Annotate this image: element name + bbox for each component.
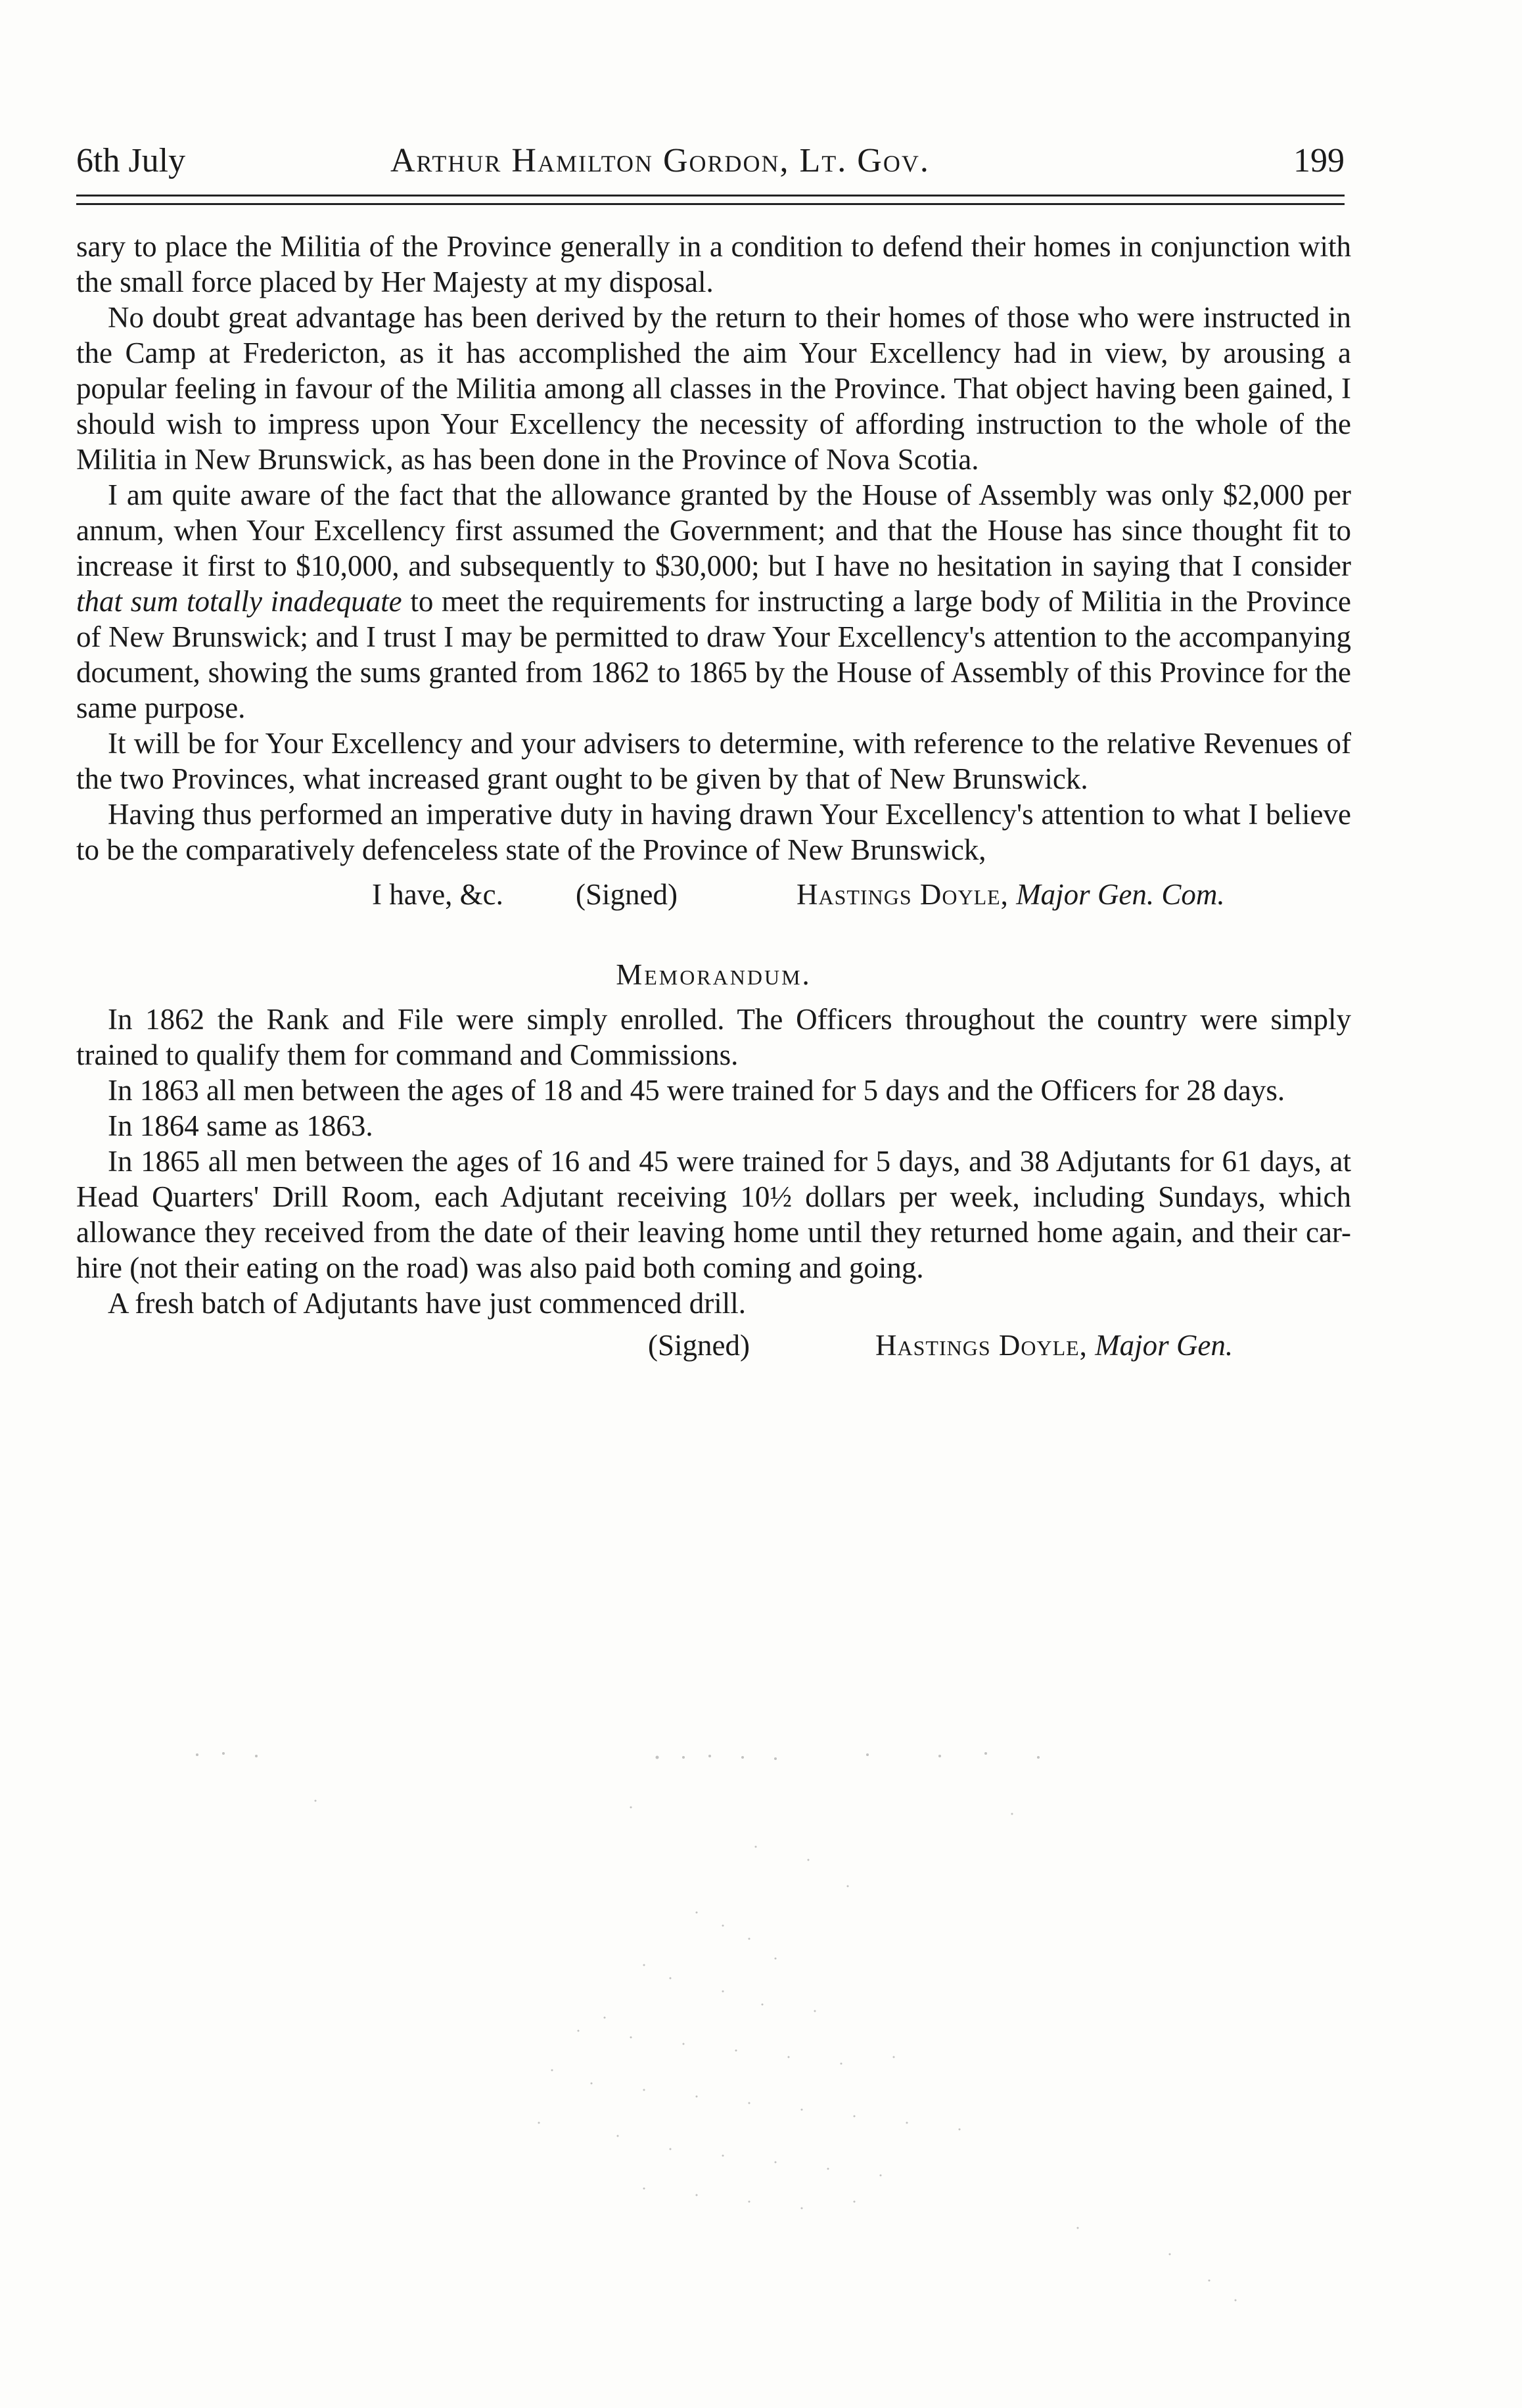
memorandum-signature — [76, 1328, 1351, 1366]
letter-paragraph: No doubt great advantage has been derived by the return to their homes of those who were instructed in the Camp at Fredericton, as it has accomplished the aim Your Excellency had in view, by arousing a popular feeling in favour of the Militia among all classes in the Province. That object having been gained, I should wish to impress upon Your Excellency the necessity of affording instruction to the whole of the Militia in New Brunswick, as has been done in the Province of Nova Scotia. — [76, 301, 1351, 476]
memorandum-paragraph: In 1865 all men between the ages of 16 and 45 were trained for 5 days, and 38 Adjutants for 61 days, at Head Quarters' Drill Room, each Adjutant receiving 10½ dollars per week, including Sundays, which allowance they received from the date of their leaving home until they returned home again, and their car-hire (not their eating on the road) was also paid both coming and going. — [76, 1145, 1351, 1284]
memorandum-paragraph: In 1863 all men between the ages of 18 and 45 were trained for 5 days and the Officers for 28 days. — [108, 1074, 1285, 1107]
closing-phrase: I have, &c. — [372, 878, 503, 911]
memorandum-paragraph: In 1862 the Rank and File were simply enrolled. The Officers throughout the country were simply trained to qualify them for command and Commissions. — [76, 1003, 1351, 1071]
signed-label: (Signed) — [576, 878, 678, 911]
running-header — [76, 138, 1345, 184]
body-text — [76, 229, 1351, 1366]
signer-name: Hastings Doyle, — [796, 878, 1009, 911]
signer — [875, 1328, 1233, 1363]
memorandum-paragraph: In 1864 same as 1863. — [108, 1109, 373, 1142]
header-rule — [76, 195, 1345, 205]
signer-name: Hastings Doyle, — [875, 1329, 1088, 1362]
memorandum-heading: Memorandum. — [616, 958, 812, 991]
letter-signature — [76, 877, 1351, 915]
header-title: Arthur Hamilton Gordon, Lt. Gov. — [390, 142, 930, 179]
paragraph-text: to meet the requirements for instructing a large body of Militia in the Province of New Brunswick; and I trust I may be permitted to draw Your Excellency's attention to the accompanying document, showing the sums granted from 1862 to 1865 by the House of Assembly of this Province for the same purpose. — [76, 585, 1351, 724]
signer — [796, 877, 1225, 912]
emphasized-text: that sum totally inadequate — [76, 585, 402, 618]
letter-paragraph: sary to place the Militia of the Province generally in a condition to defend their homes in conjunction with the small force placed by Her Majesty at my disposal. — [76, 230, 1351, 298]
letter-paragraph: It will be for Your Excellency and your advisers to determine, with reference to the relative Revenues of the two Provinces, what increased grant ought to be given by that of New Brunswick. — [76, 727, 1351, 795]
letter-paragraph — [76, 477, 1351, 726]
signer-title: Major Gen. Com. — [1016, 878, 1225, 911]
page-number: 199 — [1293, 142, 1345, 179]
letter-paragraph: Having thus performed an imperative duty in having drawn Your Excellency's attention to what I believe to be the comparatively defenceless state of the Province of New Brunswick, — [76, 798, 1351, 866]
signed-label: (Signed) — [648, 1329, 750, 1362]
header-date: 6th July — [76, 142, 186, 179]
signer-title: Major Gen. — [1095, 1329, 1234, 1362]
print-through-speckle — [184, 1728, 1249, 2320]
paragraph-text: I am quite aware of the fact that the allowance granted by the House of Assembly was only $2,000 per annum, when Your Excellency first assumed the Government; and that the House has since thought fit to increase it first to $10,000, and subsequently to $30,000; but I have no hesitation in saying that I consider — [76, 478, 1351, 582]
memorandum-paragraph: A fresh batch of Adjutants have just commenced drill. — [108, 1287, 747, 1320]
